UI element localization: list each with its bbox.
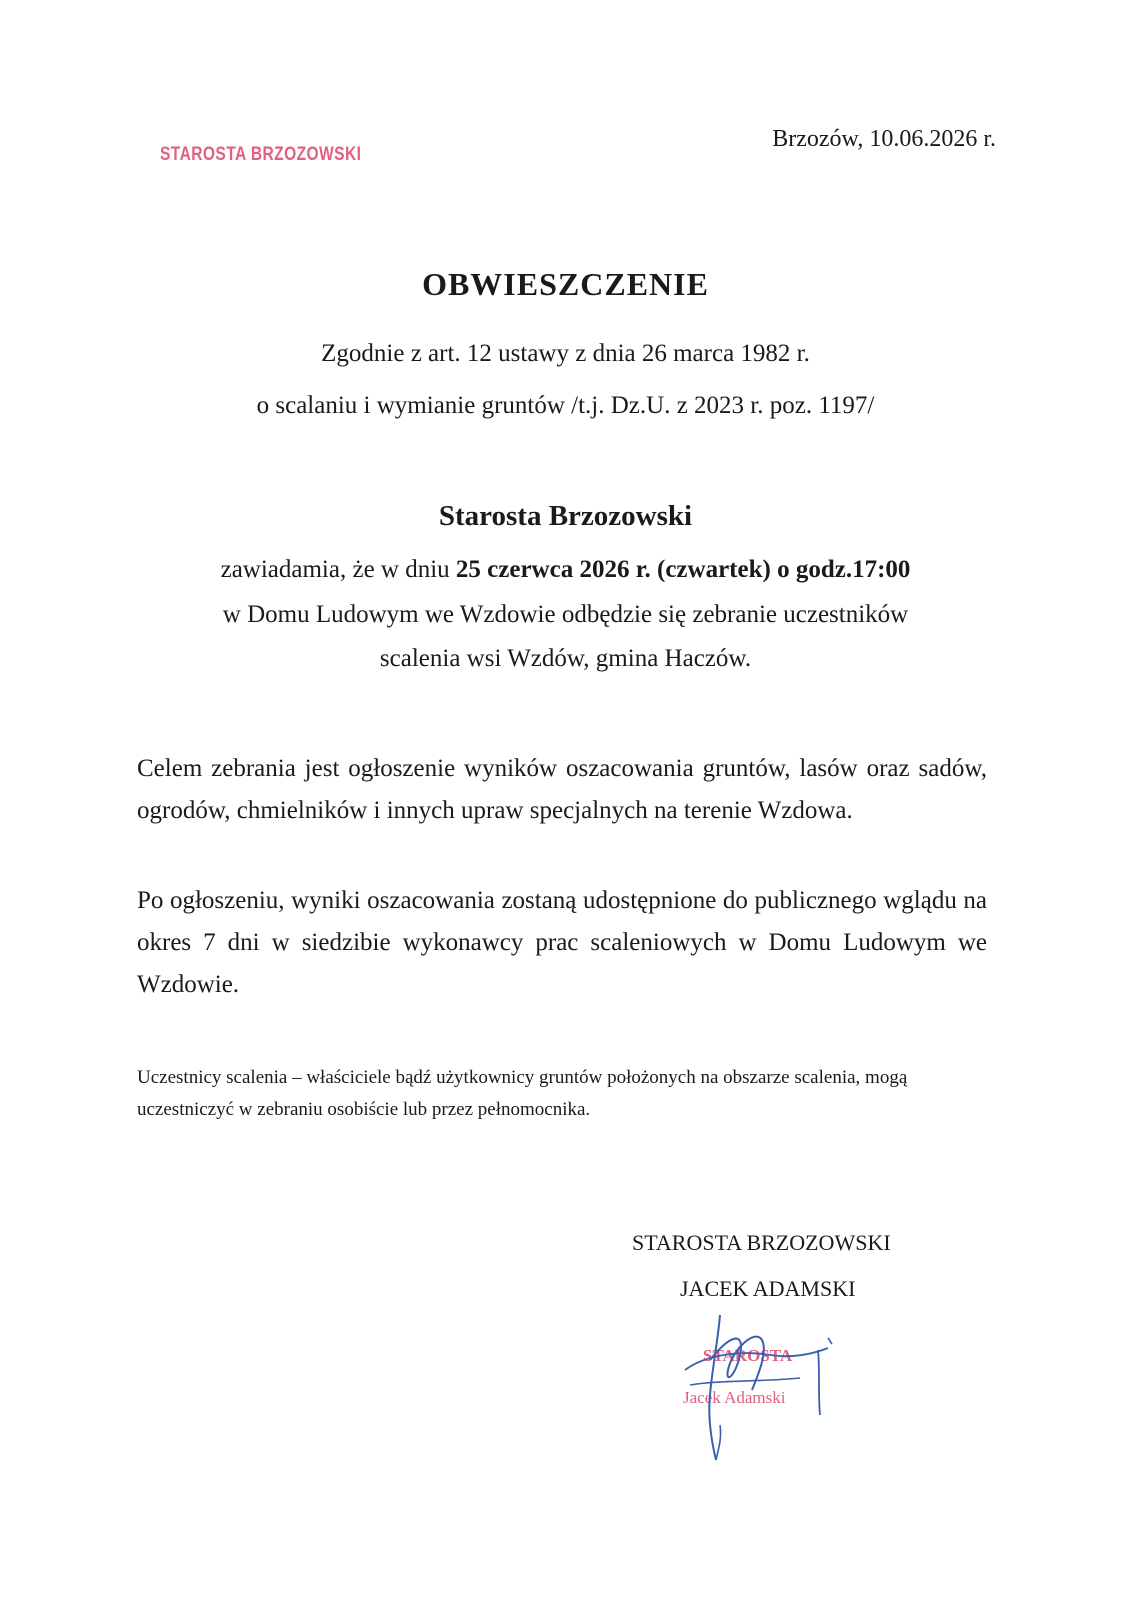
document-title: OBWIESZCZENIE <box>422 266 709 302</box>
participants-note: Uczestnicy scalenia – właściciele bądź użytkownicy gruntów położonych na obszarze scalenia, mogą uczestniczyć w zebraniu osobiście lub przez pełnomocnika. <box>137 1067 908 1120</box>
signatory-name: JACEK ADAMSKI <box>680 1276 856 1301</box>
handwritten-signature <box>660 1300 850 1470</box>
document-date: Brzozów, 10.06.2026 r. <box>772 126 996 152</box>
header-stamp: STAROSTA BRZOZOWSKI <box>160 144 362 165</box>
signature-stamp-name: Jacek Adamski <box>683 1388 786 1407</box>
signature-stamp-title: STAROSTA <box>703 1346 793 1365</box>
issuing-authority: Starosta Brzozowski <box>438 500 693 532</box>
announcement-line-3: scalenia wsi Wzdów, gmina Haczów. <box>379 645 752 672</box>
legal-basis-line-1: Zgodnie z art. 12 ustawy z dnia 26 marca 1982 r. <box>321 340 810 367</box>
announcement-line-1 <box>0 556 1131 584</box>
announcement-prefix: zawiadamia, że w dniu <box>220 556 456 583</box>
inspection-paragraph: Po ogłoszeniu, wyniki oszacowania zostaną udostępnione do publicznego wglądu na okres 7 dni w siedzibie wykonawcy prac scaleniowych w Domu Ludowym we Wzdowie. <box>137 887 987 998</box>
meeting-date-time: 25 czerwca 2026 r. (czwartek) o godz.17:00 <box>455 556 911 583</box>
purpose-paragraph: Celem zebrania jest ogłoszenie wyników oszacowania gruntów, lasów oraz sadów, ogrodów, chmielników i innych upraw specjalnych na terenie Wzdowa. <box>137 755 987 824</box>
legal-basis-line-2: o scalaniu i wymianie gruntów /t.j. Dz.U. z 2023 r. poz. 1197/ <box>256 392 875 419</box>
signatory-role: STAROSTA BRZOZOWSKI <box>632 1230 891 1255</box>
announcement-line-2: w Domu Ludowym we Wzdowie odbędzie się zebranie uczestników <box>222 601 909 628</box>
